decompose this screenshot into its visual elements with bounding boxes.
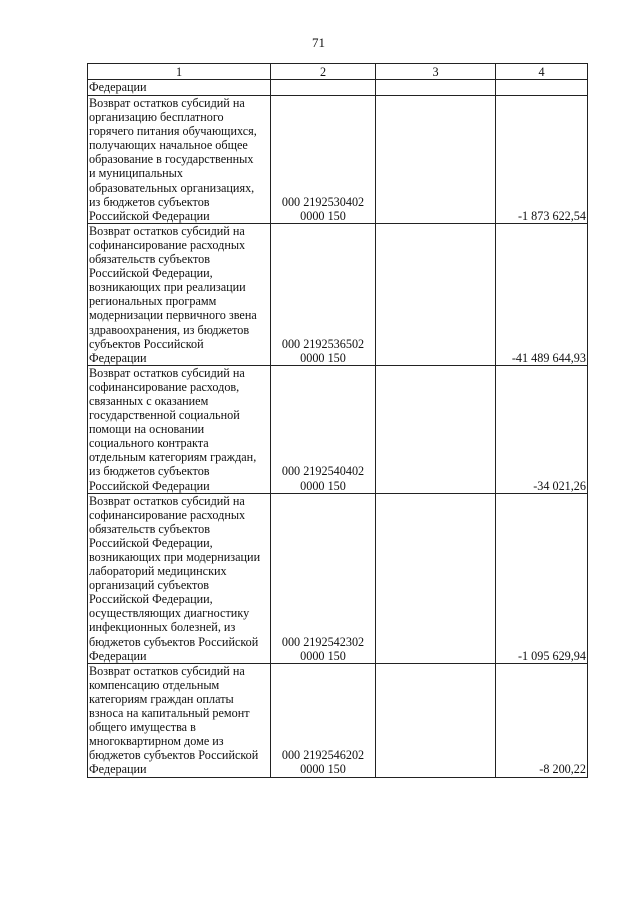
table-header-row	[88, 64, 588, 80]
row-description: Возврат остатков субсидий на софинансирование расходных обязательств субъектов Российской Федерации, возникающих при реализации региональных программ модернизации первичного звена здравоохранения, из бюджетов субъектов Российской Федерации	[88, 223, 271, 365]
table-row	[88, 663, 588, 777]
empty-cell	[496, 80, 588, 96]
row-code: 000 2192540402 0000 150	[271, 365, 376, 493]
row-code: 000 2192546202 0000 150	[271, 663, 376, 777]
table-row	[88, 493, 588, 663]
row-description: Возврат остатков субсидий на компенсацию отдельным категориям граждан оплаты взноса на капитальный ремонт общего имущества в многоквартирном доме из бюджетов субъектов Российской Федерации	[88, 663, 271, 777]
row-description: Возврат остатков субсидий на софинансирование расходных обязательств субъектов Российской Федерации, возникающих при модернизации лабораторий медицинских организаций субъектов Российской Федерации, осуществляющих диагностику инфекционных болезней, из бюджетов субъектов Российской Федерации	[88, 493, 271, 663]
continuation-text: Федерации	[88, 80, 271, 96]
row-col3	[376, 663, 496, 777]
row-code: 000 2192542302 0000 150	[271, 493, 376, 663]
column-number-3: 3	[376, 64, 496, 80]
row-amount: -1 095 629,94	[496, 493, 588, 663]
column-number-1: 1	[88, 64, 271, 80]
page-number: 71	[312, 35, 325, 50]
column-number-2: 2	[271, 64, 376, 80]
row-code: 000 2192530402 0000 150	[271, 96, 376, 224]
row-col3	[376, 365, 496, 493]
table-row-continuation	[88, 80, 588, 96]
row-code: 000 2192536502 0000 150	[271, 223, 376, 365]
empty-cell	[271, 80, 376, 96]
row-description: Возврат остатков субсидий на организацию бесплатного горячего питания обучающихся, получающих начальное общее образование в государственных и муниципальных образовательных организациях, из бюджетов субъектов Российской Федерации	[88, 96, 271, 224]
row-amount: -8 200,22	[496, 663, 588, 777]
row-col3	[376, 96, 496, 224]
row-description: Возврат остатков субсидий на софинансирование расходов, связанных с оказанием государственной социальной помощи на основании социального контракта отдельным категориям граждан, из бюджетов субъектов Российской Федерации	[88, 365, 271, 493]
column-number-4: 4	[496, 64, 588, 80]
row-amount: -1 873 622,54	[496, 96, 588, 224]
row-col3	[376, 223, 496, 365]
table-row	[88, 96, 588, 224]
row-amount: -41 489 644,93	[496, 223, 588, 365]
budget-table	[87, 63, 588, 778]
table-row	[88, 223, 588, 365]
empty-cell	[376, 80, 496, 96]
row-amount: -34 021,26	[496, 365, 588, 493]
row-col3	[376, 493, 496, 663]
table-row	[88, 365, 588, 493]
